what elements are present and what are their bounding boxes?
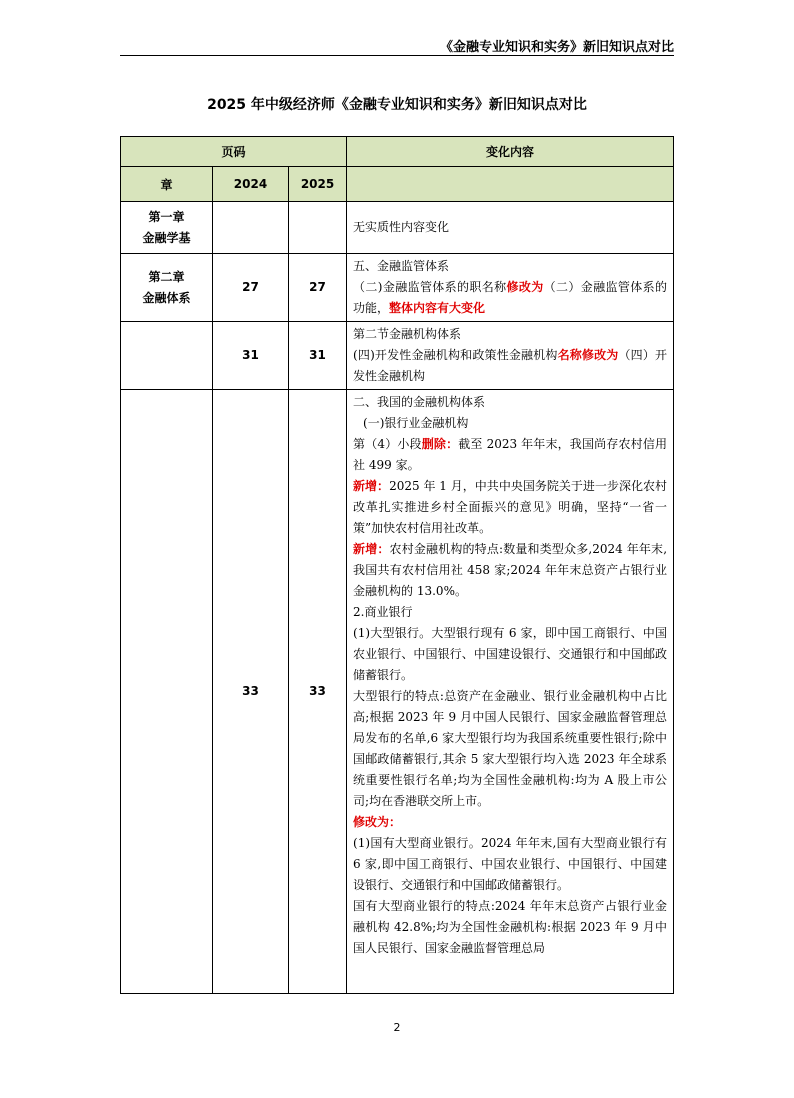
change-text (353, 345, 667, 387)
change-text (353, 539, 667, 602)
modified-label: 修改为 (506, 280, 544, 294)
change-text (353, 277, 667, 319)
highlight-note: 整体内容有大变化 (389, 301, 486, 315)
page-2025-cell: 27 (289, 254, 347, 322)
change-content-cell (347, 322, 674, 390)
header-page-cell: 页码 (121, 137, 347, 167)
modified-label: 修改为： (353, 815, 402, 829)
change-content-cell (347, 390, 674, 994)
chapter-number: 第一章 (148, 209, 185, 224)
page-2024-cell (213, 202, 289, 254)
section-heading: 五、金融监管体系 (353, 259, 450, 273)
header-empty-cell (347, 167, 674, 202)
paragraph-text: (1)大型银行。大型银行现有 6 家，即中国工商银行、中国农业银行、中国银行、中国建设银行、交通银行和中国邮政储蓄银行。 (353, 626, 668, 682)
added-label: 新增： (353, 542, 390, 556)
chapter-cell (121, 202, 213, 254)
text-span: 2025 年 1 月，中共中央国务院关于进一步深化农村改革扎实推进乡村全面振兴的意见》明确，坚持“一省一策”加快农村信用社改革。 (353, 479, 668, 535)
header-rule (120, 55, 674, 56)
header-2024-cell: 2024 (213, 167, 289, 202)
comparison-table (120, 136, 674, 994)
text-span: （四）开发性金融机构 (353, 348, 667, 383)
table-row (121, 254, 674, 322)
chapter-cell (121, 254, 213, 322)
subsection-heading: 2.商业银行 (353, 605, 413, 619)
running-header-title: 《金融专业知识和实务》新旧知识点对比 (439, 40, 674, 55)
deleted-label: 删除： (421, 437, 459, 451)
text-span: （二）金融监管体系的功能， (353, 280, 668, 315)
page-2025-cell: 31 (289, 322, 347, 390)
modified-label: 名称修改为 (557, 348, 619, 362)
chapter-name: 金融体系 (142, 290, 191, 305)
chapter-cell (121, 322, 213, 390)
text-span: (四)开发性金融机构和政策性金融机构 (353, 348, 558, 362)
subsection-heading: (一)银行业金融机构 (363, 416, 469, 430)
change-text (353, 476, 667, 539)
page-2024-cell: 33 (213, 390, 289, 994)
chapter-number: 第二章 (148, 269, 185, 284)
paragraph-text: (1)国有大型商业银行。2024 年年末,国有大型商业银行有 6 家,即中国工商银行、中国农业银行、中国银行、中国建设银行、交通银行和中国邮政储蓄银行。 (353, 836, 668, 892)
table-row (121, 202, 674, 254)
header-change-cell: 变化内容 (347, 137, 674, 167)
change-text: 无实质性内容变化 (353, 220, 450, 234)
change-content-cell (347, 254, 674, 322)
table-subheader-row (121, 167, 674, 202)
document-title: 2025 年中级经济师《金融专业知识和实务》新旧知识点对比 (207, 97, 587, 113)
table-header-row (121, 137, 674, 167)
table-row (121, 322, 674, 390)
page-number: 2 (393, 1021, 401, 1034)
paragraph-text: 大型银行的特点:总资产在金融业、银行业金融机构中占比高;根据 2023 年 9 月中国人民银行、国家金融监督管理总局发布的名单,6 家大型银行均为我国系统重要性银行;除中国邮政储蓄银行,其余 5 家大型银行均入选 2023 年全球系统重要性银行名单;均为全国性金融机构:均为 A 股上市公司;均在香港联交所上市。 (353, 689, 668, 808)
change-text (353, 434, 667, 476)
section-heading: 二、我国的金融机构体系 (353, 395, 486, 409)
section-heading: 第二节金融机构体系 (353, 327, 462, 341)
text-span: 截至 2023 年年末，我国尚存农村信用社 499 家。 (353, 437, 668, 472)
text-span: 第（4）小段 (353, 437, 422, 451)
chapter-name: 金融学基 (142, 230, 191, 245)
page-2024-cell: 31 (213, 322, 289, 390)
header-2025-cell: 2025 (289, 167, 347, 202)
page-2025-cell (289, 202, 347, 254)
page-2024-cell: 27 (213, 254, 289, 322)
chapter-cell (121, 390, 213, 994)
page-2025-cell: 33 (289, 390, 347, 994)
text-span: （二)金融监管体系的职名称 (353, 280, 507, 294)
text-span: 农村金融机构的特点:数量和类型众多,2024 年年末,我国共有农村信用社 458 家;2024 年年末总资产占银行业金融机构的 13.0%。 (353, 542, 668, 598)
added-label: 新增： (353, 479, 390, 493)
paragraph-text: 国有大型商业银行的特点:2024 年年末总资产占银行业金融机构 42.8%;均为全国性金融机构:根据 2023 年 9 月中国人民银行、国家金融监督管理总局 (353, 899, 668, 955)
header-chapter-cell: 章 (121, 167, 213, 202)
table-row (121, 390, 674, 994)
change-content-cell (347, 202, 674, 254)
